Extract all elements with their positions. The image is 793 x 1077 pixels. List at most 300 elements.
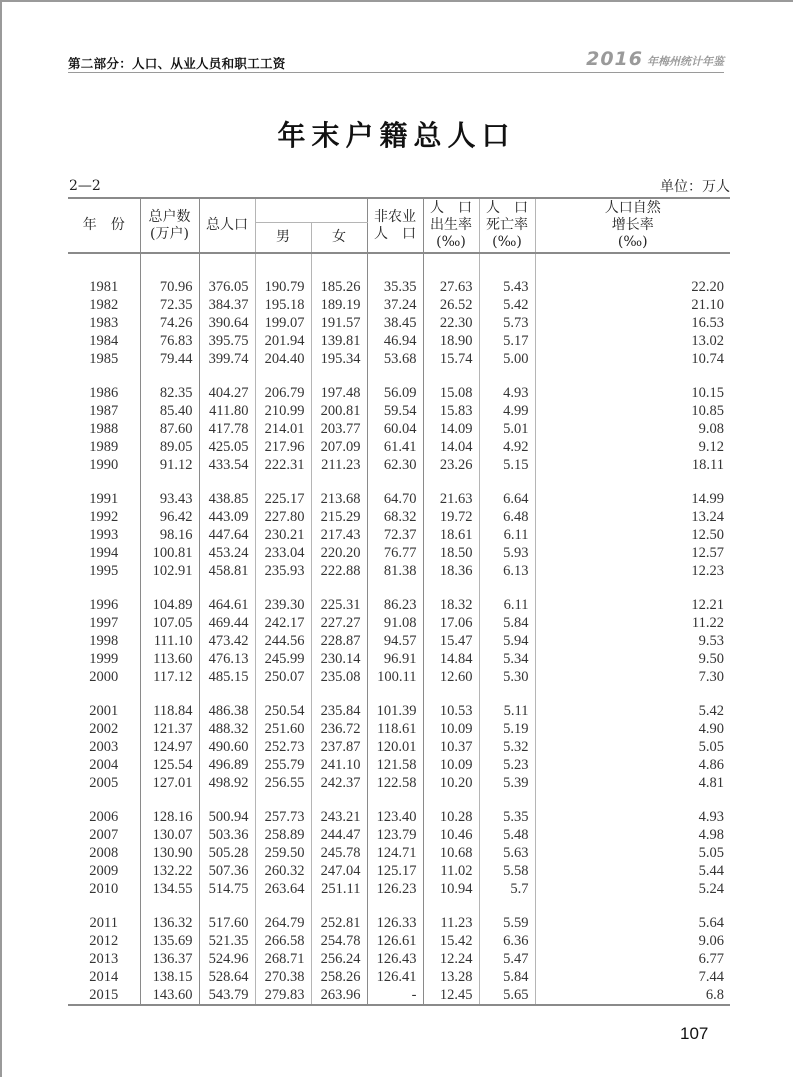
cell-death-rate: 5.42 [479, 296, 535, 314]
cell-year: 1981 [89, 279, 119, 295]
cell-birth-rate: 23.26 [423, 456, 479, 474]
unit-label: 单位：万人 [660, 179, 730, 195]
table-row [68, 596, 730, 614]
cell-households: 130.90 [140, 844, 199, 862]
cell-nonagri: 125.17 [367, 862, 423, 880]
cell-growth-rate: 5.05 [535, 844, 730, 862]
cell-households: 96.42 [140, 508, 199, 526]
cell-year: 1983 [89, 315, 119, 331]
cell-birth-rate: 19.72 [423, 508, 479, 526]
cell-birth-rate: 10.46 [423, 826, 479, 844]
cell-households: 79.44 [140, 350, 199, 368]
table-row [68, 332, 730, 350]
cell-growth-rate: 12.21 [535, 596, 730, 614]
cell-birth-rate: 11.23 [423, 914, 479, 932]
cell-total: 453.24 [199, 544, 255, 562]
table-row [68, 950, 730, 968]
cell-death-rate: 5.73 [479, 314, 535, 332]
cell-female: 254.78 [311, 932, 367, 950]
cell-growth-rate: 12.57 [535, 544, 730, 562]
cell-birth-rate: 17.06 [423, 614, 479, 632]
cell-year: 1988 [89, 421, 119, 437]
cell-female: 185.26 [311, 278, 367, 296]
cell-birth-rate: 18.90 [423, 332, 479, 350]
cell-female: 263.96 [311, 986, 367, 1005]
cell-households: 76.83 [140, 332, 199, 350]
page-title: 年末户籍总人口 [277, 119, 516, 152]
cell-year: 1992 [89, 509, 119, 525]
cell-death-rate: 5.63 [479, 844, 535, 862]
cell-nonagri: 122.58 [367, 774, 423, 792]
spacer-row [68, 686, 730, 702]
cell-male: 206.79 [255, 384, 311, 402]
cell-male: 259.50 [255, 844, 311, 862]
cell-nonagri: 126.41 [367, 968, 423, 986]
cell-year: 2015 [89, 987, 119, 1003]
table-row [68, 544, 730, 562]
table-row [68, 278, 730, 296]
cell-death-rate: 5.59 [479, 914, 535, 932]
cell-households: 111.10 [140, 632, 199, 650]
table-row [68, 632, 730, 650]
table-row [68, 968, 730, 986]
table-row [68, 614, 730, 632]
cell-households: 143.60 [140, 986, 199, 1005]
spacer-row [68, 253, 730, 278]
cell-female: 228.87 [311, 632, 367, 650]
cell-death-rate: 4.99 [479, 402, 535, 420]
cell-year: 2008 [89, 845, 119, 861]
cell-male: 222.31 [255, 456, 311, 474]
cell-nonagri: 126.61 [367, 932, 423, 950]
cell-year: 2014 [89, 969, 119, 985]
cell-year: 1991 [89, 491, 119, 507]
cell-female: 139.81 [311, 332, 367, 350]
cell-total: 464.61 [199, 596, 255, 614]
cell-nonagri: 76.77 [367, 544, 423, 562]
spacer-row [68, 474, 730, 490]
cell-households: 138.15 [140, 968, 199, 986]
cell-nonagri: 123.40 [367, 808, 423, 826]
table-row [68, 650, 730, 668]
cell-nonagri: 100.11 [367, 668, 423, 686]
cell-death-rate: 4.92 [479, 438, 535, 456]
cell-growth-rate: 14.99 [535, 490, 730, 508]
cell-female: 215.29 [311, 508, 367, 526]
table-row [68, 932, 730, 950]
table-row [68, 880, 730, 898]
col-header-birth-rate: 人 口 出生率 (‰) [423, 198, 479, 253]
cell-households: 136.37 [140, 950, 199, 968]
cell-male: 263.64 [255, 880, 311, 898]
cell-death-rate: 5.00 [479, 350, 535, 368]
cell-birth-rate: 21.63 [423, 490, 479, 508]
table-row [68, 384, 730, 402]
cell-male: 252.73 [255, 738, 311, 756]
table-row [68, 456, 730, 474]
table-row [68, 420, 730, 438]
cell-female: 251.11 [311, 880, 367, 898]
cell-households: 85.40 [140, 402, 199, 420]
cell-total: 505.28 [199, 844, 255, 862]
yearbook-brand [586, 48, 724, 70]
cell-households: 132.22 [140, 862, 199, 880]
cell-growth-rate: 6.8 [535, 986, 730, 1005]
cell-year: 2003 [89, 739, 119, 755]
cell-households: 91.12 [140, 456, 199, 474]
table-row [68, 720, 730, 738]
cell-death-rate: 6.64 [479, 490, 535, 508]
cell-male: 260.32 [255, 862, 311, 880]
cell-nonagri: - [367, 986, 423, 1005]
cell-male: 225.17 [255, 490, 311, 508]
cell-total: 473.42 [199, 632, 255, 650]
cell-households: 70.96 [140, 278, 199, 296]
cell-total: 395.75 [199, 332, 255, 350]
cell-nonagri: 91.08 [367, 614, 423, 632]
table-row [68, 738, 730, 756]
cell-year: 1999 [89, 651, 119, 667]
cell-growth-rate: 5.44 [535, 862, 730, 880]
cell-birth-rate: 10.28 [423, 808, 479, 826]
running-header [68, 50, 724, 73]
cell-growth-rate: 5.64 [535, 914, 730, 932]
cell-female: 241.10 [311, 756, 367, 774]
cell-birth-rate: 15.74 [423, 350, 479, 368]
cell-growth-rate: 9.53 [535, 632, 730, 650]
cell-female: 195.34 [311, 350, 367, 368]
cell-male: 255.79 [255, 756, 311, 774]
cell-year: 2002 [89, 721, 119, 737]
cell-male: 279.83 [255, 986, 311, 1005]
cell-birth-rate: 13.28 [423, 968, 479, 986]
cell-nonagri: 96.91 [367, 650, 423, 668]
cell-nonagri: 126.23 [367, 880, 423, 898]
cell-male: 244.56 [255, 632, 311, 650]
spacer-row [68, 898, 730, 914]
cell-growth-rate: 13.24 [535, 508, 730, 526]
cell-nonagri: 59.54 [367, 402, 423, 420]
table-row [68, 350, 730, 368]
cell-nonagri: 101.39 [367, 702, 423, 720]
spacer-row [68, 368, 730, 384]
cell-female: 203.77 [311, 420, 367, 438]
table-row [68, 402, 730, 420]
cell-total: 521.35 [199, 932, 255, 950]
cell-growth-rate: 11.22 [535, 614, 730, 632]
cell-male: 214.01 [255, 420, 311, 438]
cell-male: 242.17 [255, 614, 311, 632]
cell-growth-rate: 18.11 [535, 456, 730, 474]
cell-female: 191.57 [311, 314, 367, 332]
cell-total: 447.64 [199, 526, 255, 544]
cell-birth-rate: 15.47 [423, 632, 479, 650]
cell-growth-rate: 9.08 [535, 420, 730, 438]
cell-birth-rate: 27.63 [423, 278, 479, 296]
cell-growth-rate: 4.93 [535, 808, 730, 826]
cell-birth-rate: 10.68 [423, 844, 479, 862]
cell-death-rate: 5.19 [479, 720, 535, 738]
cell-nonagri: 118.61 [367, 720, 423, 738]
cell-birth-rate: 10.53 [423, 702, 479, 720]
cell-death-rate: 5.48 [479, 826, 535, 844]
cell-death-rate: 5.93 [479, 544, 535, 562]
cell-death-rate: 5.7 [479, 880, 535, 898]
cell-female: 247.04 [311, 862, 367, 880]
cell-female: 235.08 [311, 668, 367, 686]
table-row [68, 914, 730, 932]
cell-total: 543.79 [199, 986, 255, 1005]
cell-year: 2007 [89, 827, 119, 843]
cell-growth-rate: 4.90 [535, 720, 730, 738]
cell-households: 134.55 [140, 880, 199, 898]
cell-death-rate: 6.11 [479, 526, 535, 544]
cell-male: 257.73 [255, 808, 311, 826]
cell-birth-rate: 18.36 [423, 562, 479, 580]
cell-growth-rate: 7.30 [535, 668, 730, 686]
cell-male: 195.18 [255, 296, 311, 314]
cell-death-rate: 5.43 [479, 278, 535, 296]
cell-nonagri: 61.41 [367, 438, 423, 456]
cell-birth-rate: 14.04 [423, 438, 479, 456]
cell-year: 2013 [89, 951, 119, 967]
cell-total: 417.78 [199, 420, 255, 438]
cell-households: 102.91 [140, 562, 199, 580]
cell-male: 266.58 [255, 932, 311, 950]
cell-female: 220.20 [311, 544, 367, 562]
cell-birth-rate: 12.45 [423, 986, 479, 1005]
table-row [68, 668, 730, 686]
cell-growth-rate: 5.05 [535, 738, 730, 756]
cell-female: 230.14 [311, 650, 367, 668]
cell-year: 1986 [89, 385, 119, 401]
cell-year: 2012 [89, 933, 119, 949]
spacer-row [68, 792, 730, 808]
cell-year: 2004 [89, 757, 119, 773]
table-row [68, 702, 730, 720]
cell-households: 82.35 [140, 384, 199, 402]
cell-growth-rate: 13.02 [535, 332, 730, 350]
cell-total: 500.94 [199, 808, 255, 826]
cell-death-rate: 5.11 [479, 702, 535, 720]
col-header-female: 女 [311, 223, 367, 254]
cell-households: 93.43 [140, 490, 199, 508]
cell-year: 1998 [89, 633, 119, 649]
cell-female: 211.23 [311, 456, 367, 474]
cell-death-rate: 5.32 [479, 738, 535, 756]
cell-total: 438.85 [199, 490, 255, 508]
cell-year: 1993 [89, 527, 119, 543]
cell-death-rate: 5.17 [479, 332, 535, 350]
table-row [68, 986, 730, 1005]
cell-nonagri: 56.09 [367, 384, 423, 402]
cell-total: 390.64 [199, 314, 255, 332]
cell-death-rate: 5.30 [479, 668, 535, 686]
cell-female: 207.09 [311, 438, 367, 456]
brand-year: 2016 [586, 48, 643, 70]
cell-year: 2009 [89, 863, 119, 879]
page-number: 107 [680, 1024, 709, 1043]
cell-male: 245.99 [255, 650, 311, 668]
cell-nonagri: 38.45 [367, 314, 423, 332]
cell-nonagri: 72.37 [367, 526, 423, 544]
cell-households: 100.81 [140, 544, 199, 562]
cell-birth-rate: 10.20 [423, 774, 479, 792]
cell-nonagri: 62.30 [367, 456, 423, 474]
table-row [68, 756, 730, 774]
col-header-total: 总人口 [199, 198, 255, 253]
cell-year: 1985 [89, 351, 119, 367]
cell-year: 1996 [89, 597, 119, 613]
cell-death-rate: 5.01 [479, 420, 535, 438]
cell-households: 117.12 [140, 668, 199, 686]
cell-nonagri: 126.33 [367, 914, 423, 932]
cell-households: 136.32 [140, 914, 199, 932]
cell-households: 104.89 [140, 596, 199, 614]
cell-nonagri: 121.58 [367, 756, 423, 774]
cell-households: 74.26 [140, 314, 199, 332]
cell-growth-rate: 12.23 [535, 562, 730, 580]
page-frame-top [0, 0, 793, 2]
table-id: 2—2 [69, 178, 101, 194]
cell-birth-rate: 18.61 [423, 526, 479, 544]
cell-growth-rate: 22.20 [535, 278, 730, 296]
cell-growth-rate: 10.85 [535, 402, 730, 420]
cell-total: 498.92 [199, 774, 255, 792]
cell-year: 1989 [89, 439, 119, 455]
cell-year: 2011 [89, 915, 118, 931]
cell-growth-rate: 4.81 [535, 774, 730, 792]
cell-households: 121.37 [140, 720, 199, 738]
cell-growth-rate: 9.12 [535, 438, 730, 456]
cell-nonagri: 94.57 [367, 632, 423, 650]
cell-total: 376.05 [199, 278, 255, 296]
cell-female: 227.27 [311, 614, 367, 632]
cell-nonagri: 37.24 [367, 296, 423, 314]
cell-death-rate: 6.13 [479, 562, 535, 580]
table-row [68, 526, 730, 544]
cell-growth-rate: 9.50 [535, 650, 730, 668]
cell-growth-rate: 7.44 [535, 968, 730, 986]
cell-death-rate: 5.23 [479, 756, 535, 774]
cell-growth-rate: 10.15 [535, 384, 730, 402]
cell-male: 210.99 [255, 402, 311, 420]
table-row [68, 508, 730, 526]
table-row [68, 490, 730, 508]
cell-male: 264.79 [255, 914, 311, 932]
cell-nonagri: 53.68 [367, 350, 423, 368]
cell-female: 258.26 [311, 968, 367, 986]
cell-male: 201.94 [255, 332, 311, 350]
col-header-gender-group [255, 198, 367, 223]
cell-total: 458.81 [199, 562, 255, 580]
cell-growth-rate: 4.98 [535, 826, 730, 844]
brand-name: 年梅州统计年鉴 [647, 55, 724, 68]
cell-male: 199.07 [255, 314, 311, 332]
cell-death-rate: 5.84 [479, 968, 535, 986]
cell-birth-rate: 11.02 [423, 862, 479, 880]
cell-nonagri: 81.38 [367, 562, 423, 580]
cell-nonagri: 64.70 [367, 490, 423, 508]
cell-total: 528.64 [199, 968, 255, 986]
table-row [68, 296, 730, 314]
cell-growth-rate: 5.24 [535, 880, 730, 898]
cell-households: 125.54 [140, 756, 199, 774]
cell-death-rate: 5.35 [479, 808, 535, 826]
col-header-nonagri: 非农业 人 口 [367, 198, 423, 253]
cell-birth-rate: 22.30 [423, 314, 479, 332]
cell-growth-rate: 4.86 [535, 756, 730, 774]
table-header [68, 198, 730, 253]
cell-growth-rate: 9.06 [535, 932, 730, 950]
cell-total: 507.36 [199, 862, 255, 880]
cell-birth-rate: 10.37 [423, 738, 479, 756]
cell-total: 404.27 [199, 384, 255, 402]
table-row [68, 844, 730, 862]
population-table [68, 197, 730, 1006]
cell-growth-rate: 10.74 [535, 350, 730, 368]
col-header-death-rate: 人 口 死亡率 (‰) [479, 198, 535, 253]
cell-birth-rate: 26.52 [423, 296, 479, 314]
cell-female: 225.31 [311, 596, 367, 614]
cell-total: 476.13 [199, 650, 255, 668]
cell-total: 433.54 [199, 456, 255, 474]
cell-households: 127.01 [140, 774, 199, 792]
cell-birth-rate: 10.09 [423, 756, 479, 774]
cell-total: 490.60 [199, 738, 255, 756]
cell-death-rate: 4.93 [479, 384, 535, 402]
cell-year: 2010 [89, 881, 119, 897]
cell-year: 2006 [89, 809, 119, 825]
cell-female: 197.48 [311, 384, 367, 402]
cell-male: 239.30 [255, 596, 311, 614]
cell-birth-rate: 10.94 [423, 880, 479, 898]
col-header-male: 男 [255, 223, 311, 254]
cell-households: 107.05 [140, 614, 199, 632]
cell-death-rate: 6.48 [479, 508, 535, 526]
cell-male: 256.55 [255, 774, 311, 792]
cell-year: 2001 [89, 703, 119, 719]
cell-year: 1995 [89, 563, 119, 579]
table-body [68, 253, 730, 1005]
cell-birth-rate: 18.50 [423, 544, 479, 562]
cell-female: 237.87 [311, 738, 367, 756]
cell-nonagri: 124.71 [367, 844, 423, 862]
cell-households: 98.16 [140, 526, 199, 544]
cell-female: 235.84 [311, 702, 367, 720]
cell-female: 256.24 [311, 950, 367, 968]
cell-total: 517.60 [199, 914, 255, 932]
cell-female: 242.37 [311, 774, 367, 792]
cell-death-rate: 5.58 [479, 862, 535, 880]
cell-female: 189.19 [311, 296, 367, 314]
cell-total: 425.05 [199, 438, 255, 456]
cell-total: 486.38 [199, 702, 255, 720]
cell-death-rate: 5.39 [479, 774, 535, 792]
cell-year: 1994 [89, 545, 119, 561]
cell-year: 1982 [89, 297, 119, 313]
cell-male: 235.93 [255, 562, 311, 580]
cell-birth-rate: 14.09 [423, 420, 479, 438]
cell-female: 200.81 [311, 402, 367, 420]
cell-year: 2005 [89, 775, 119, 791]
cell-households: 87.60 [140, 420, 199, 438]
cell-total: 485.15 [199, 668, 255, 686]
cell-total: 524.96 [199, 950, 255, 968]
cell-nonagri: 123.79 [367, 826, 423, 844]
cell-male: 233.04 [255, 544, 311, 562]
table-row [68, 808, 730, 826]
